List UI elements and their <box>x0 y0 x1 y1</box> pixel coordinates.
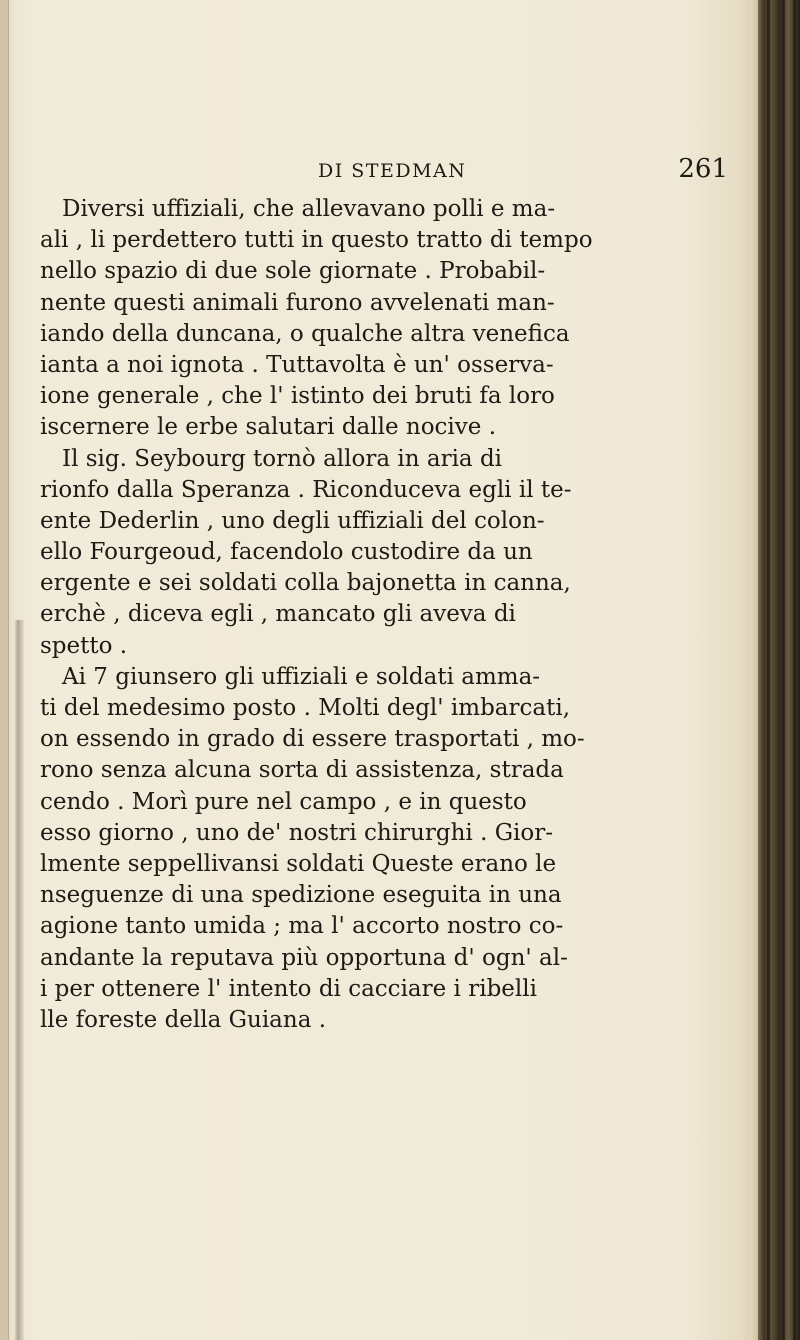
text-line: lle foreste della Guiana . <box>40 1006 327 1033</box>
text-line: rionfo dalla Speranza . Riconduceva egli il te- <box>40 476 572 503</box>
text-line: esso giorno , uno de' nostri chirurghi . Gior- <box>40 819 554 846</box>
text-line: ergente e sei soldati colla bajonetta in canna, <box>40 570 571 597</box>
page-number: 261 <box>678 154 728 184</box>
text-line: i per ottenere l' intento di cacciare i ribelli <box>40 975 537 1002</box>
text-line: iando della duncana, o qualche altra venefica <box>40 320 570 347</box>
text-line: ione generale , che l' istinto dei bruti fa loro <box>40 383 555 410</box>
text-line: lmente seppellivansi soldati Queste erano le <box>40 850 557 877</box>
text-line: agione tanto umida ; ma l' accorto nostro co- <box>40 913 564 940</box>
page-edge <box>750 0 758 1340</box>
text-line: erchè , diceva egli , mancato gli aveva di <box>40 601 516 628</box>
text-line: spetto . <box>40 632 128 659</box>
text-line: nseguenze di una spedizione eseguita in una <box>40 882 562 909</box>
gutter-shadow <box>14 620 24 1340</box>
previous-page-edge <box>0 0 9 1340</box>
text-line: ente Dederlin , uno degli uffiziali del colon- <box>40 507 545 534</box>
text-line: Diversi uffiziali, che allevavano polli e ma- <box>62 196 556 222</box>
page-header <box>38 154 728 194</box>
body-text <box>40 194 734 1036</box>
running-head: DI STEDMAN <box>318 160 467 182</box>
spine-streak <box>782 0 785 1340</box>
text-line: nello spazio di due sole giornate . Probabil- <box>40 258 546 285</box>
text-line: Il sig. Seybourg tornò allora in aria di <box>62 445 503 472</box>
text-line: rono senza alcuna sorta di assistenza, strada <box>40 757 564 784</box>
text-line: nente questi animali furono avvelenati man- <box>40 289 555 316</box>
text-line: ello Fourgeoud, facendolo custodire da un <box>40 539 533 566</box>
text-line: andante la reputava più opportuna d' ogn' al- <box>40 944 568 971</box>
text-line: on essendo in grado di essere trasportati , mo- <box>40 726 585 753</box>
text-line: ti del medesimo posto . Molti degl' imbarcati, <box>40 695 570 721</box>
text-line: ianta a noi ignota . Tuttavolta è un' osserva- <box>40 351 554 378</box>
text-line: cendo . Morì pure nel campo , e in questo <box>40 788 527 815</box>
spine-streak <box>793 0 796 1340</box>
text-line: Ai 7 giunsero gli uffiziali e soldati amma- <box>62 663 541 690</box>
spine-streak <box>767 0 770 1340</box>
text-line: iscernere le erbe salutari dalle nocive . <box>40 414 497 441</box>
text-line: ali , li perdettero tutti in questo tratto di tempo <box>40 227 593 254</box>
book-spine <box>758 0 800 1340</box>
